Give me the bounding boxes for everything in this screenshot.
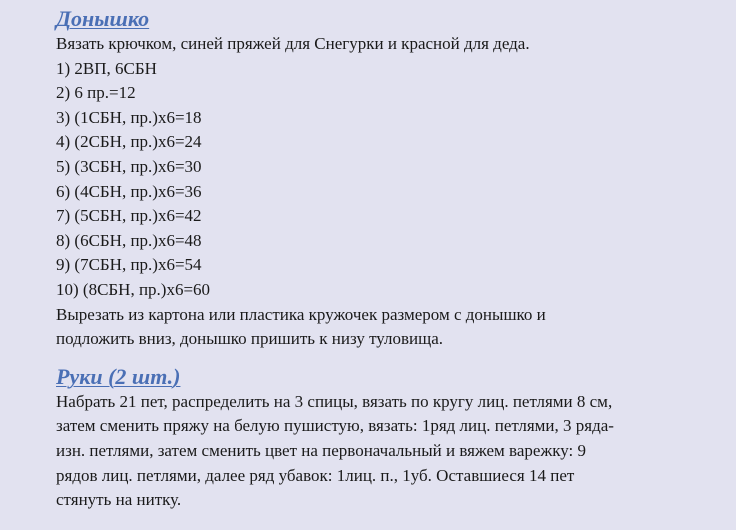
section-bottom <box>56 6 736 352</box>
row-9: 9) (7СБН, пр.)х6=54 <box>56 255 202 275</box>
arms-line-5: стянуть на нитку. <box>56 490 182 510</box>
row-1: 1) 2ВП, 6СБН <box>56 58 157 78</box>
intro-text: Вязать крючком, синей пряжей для Снегурки и красной для деда. <box>56 34 530 53</box>
arms-line-3: изн. петлями, затем сменить цвет на первоначальный и вяжем варежку: 9 <box>56 440 586 460</box>
arms-line-4: рядов лиц. петлями, далее ряд убавок: 1лиц. п., 1уб. Оставшиеся 14 пет <box>56 465 575 485</box>
row-10: 10) (8СБН, пр.)х6=60 <box>56 279 211 299</box>
row-2: 2) 6 пр.=12 <box>56 83 136 103</box>
row-7: 7) (5СБН, пр.)х6=42 <box>56 206 202 226</box>
arms-line-2: затем сменить пряжу на белую пушистую, вязать: 1ряд лиц. петлями, 3 ряда- <box>56 416 614 436</box>
row-8: 8) (6СБН, пр.)х6=48 <box>56 230 202 250</box>
row-4: 4) (2СБН, пр.)х6=24 <box>56 132 202 152</box>
row-5: 5) (3СБН, пр.)х6=30 <box>56 156 202 176</box>
section-title-arms: Руки (2 шт.) <box>56 363 181 389</box>
section-gap <box>56 352 736 364</box>
arms-line-1: Набрать 21 пет, распределить на 3 спицы, вязать по кругу лиц. петлями 8 см, <box>56 391 613 411</box>
section-arms <box>56 364 736 513</box>
section-title-bottom: Донышко <box>56 6 150 31</box>
row-6: 6) (4СБН, пр.)х6=36 <box>56 181 202 201</box>
outro-line-2: подложить вниз, донышко пришить к низу туловища. <box>56 329 444 349</box>
outro-line-1: Вырезать из картона или пластика кружочек размером с донышко и <box>56 304 546 324</box>
row-3: 3) (1СБН, пр.)х6=18 <box>56 107 202 127</box>
